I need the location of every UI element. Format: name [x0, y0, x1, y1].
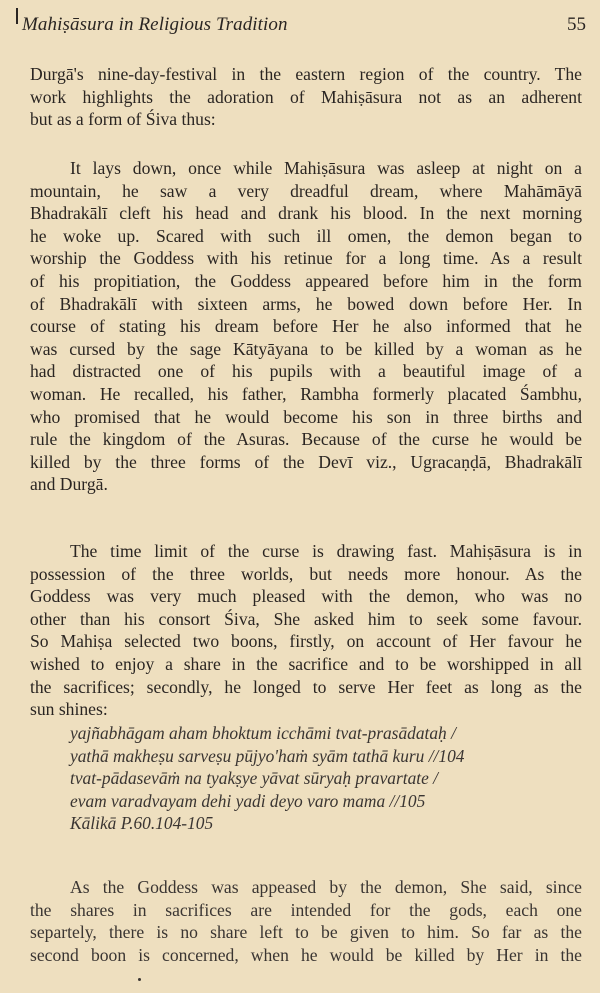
text-line: sun shines: — [30, 699, 108, 720]
text-line: the shares in sacrifices are intended for the gods, each one — [30, 899, 582, 920]
text-line: worship the Goddess with his retinue for a long time. As a result — [30, 248, 582, 269]
text-line: separtely, there is no share left to be given to him. So far as the — [30, 922, 582, 943]
paragraph-4 — [30, 876, 582, 966]
print-speck — [138, 978, 141, 981]
header-rule — [16, 8, 18, 24]
text-line: mountain, he saw a very dreadful dream, where Mahāmāyā — [30, 180, 582, 201]
verse-line: yajñabhāgam aham bhoktum icchāmi tvat-prasādataḥ / — [70, 723, 456, 743]
text-line: killed by the three forms of the Devī viz., Ugracaṇḍā, Bhadrakālī — [30, 451, 582, 472]
running-head: Mahiṣāsura in Religious Tradition — [22, 14, 288, 35]
verse-line: evam varadvayam dehi yadi deyo varo mama //105 — [70, 790, 426, 811]
text-line: of his propitiation, the Goddess appeared before him in the form — [30, 270, 582, 291]
text-line: Durgā's nine-day-festival in the eastern region of the country. The — [30, 64, 582, 84]
text-line: course of stating his dream before Her he also informed that he — [30, 316, 582, 337]
text-line: So Mahiṣa selected two boons, firstly, on account of Her favour he — [30, 631, 582, 652]
text-line: rule the kingdom of the Asuras. Because of the curse he would be — [30, 429, 582, 450]
sanskrit-verse — [70, 722, 590, 835]
text-line: and Durgā. — [30, 474, 108, 495]
text-line: the sacrifices; secondly, he longed to serve Her feet as long as the — [30, 676, 582, 697]
text-line: As the Goddess was appeased by the demon, She said, since — [70, 877, 582, 897]
text-line: woman. He recalled, his father, Rambha formerly placated Śambhu, — [30, 383, 582, 404]
text-line: other than his consort Śiva, She asked him to seek some favour. — [30, 608, 582, 629]
text-line: second boon is concerned, when he would be killed by Her in the — [30, 944, 582, 965]
text-line: Bhadrakālī cleft his head and drank his blood. In the next morning — [30, 203, 582, 224]
text-line: Goddess was very much pleased with the demon, who was no — [30, 586, 582, 607]
text-line: work highlights the adoration of Mahiṣāsura not as an adherent — [30, 86, 582, 107]
text-line: wished to enjoy a share in the sacrifice and to be worshipped in all — [30, 653, 582, 674]
text-line: It lays down, once while Mahiṣāsura was asleep at night on a — [70, 158, 582, 178]
text-line: was cursed by the sage Kātyāyana to be killed by a woman as he — [30, 338, 582, 359]
paragraph-3 — [30, 540, 582, 721]
verse-citation: Kālikā P.60.104-105 — [70, 813, 214, 834]
paragraph-2 — [30, 157, 582, 496]
text-line: but as a form of Śiva thus: — [30, 109, 216, 130]
verse-line: yathā makheṣu sarveṣu pūjyo'haṁ syām tathā kuru //104 — [70, 745, 465, 766]
text-line: had distracted one of his pupils with a beautiful image of a — [30, 361, 582, 382]
text-line: The time limit of the curse is drawing fast. Mahiṣāsura is in — [70, 541, 582, 561]
page-number: 55 — [567, 14, 586, 35]
text-line: of Bhadrakālī with sixteen arms, he bowed down before Her. In — [30, 293, 582, 314]
paragraph-1 — [30, 63, 582, 131]
verse-line: tvat-pādasevāṁ na tyakṣye yāvat sūryaḥ pravartate / — [70, 768, 439, 789]
text-line: who promised that he would become his son in three births and — [30, 406, 582, 427]
text-line: possession of the three worlds, but needs more honour. As the — [30, 563, 582, 584]
text-line: he woke up. Scared with such ill omen, the demon began to — [30, 225, 582, 246]
